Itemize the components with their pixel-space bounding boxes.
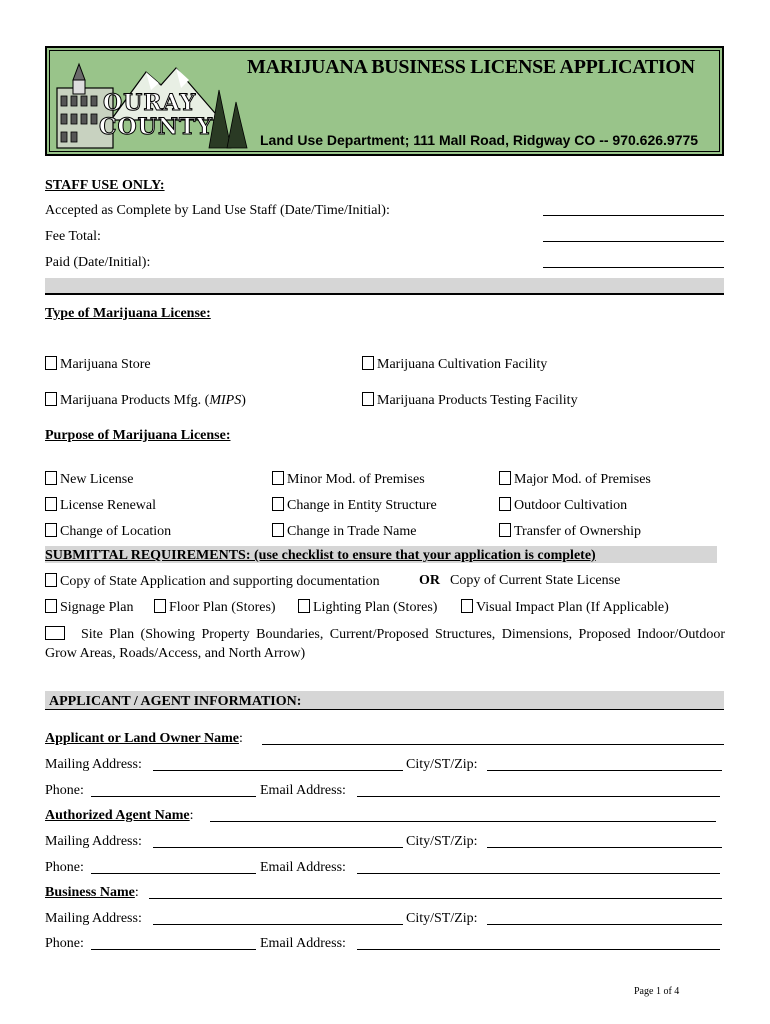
logo-word-ouray: OURAY (103, 90, 197, 116)
checkbox-label: Marijuana Store (60, 357, 151, 372)
business-mailing-field[interactable] (153, 924, 403, 925)
applicant-heading: APPLICANT / AGENT INFORMATION: (49, 694, 302, 709)
checkbox-label: Transfer of Ownership (514, 524, 642, 539)
business-mailing-label: Mailing Address: (45, 911, 142, 926)
agent-name-label (45, 808, 194, 824)
staff-use-heading: STAFF USE ONLY: (45, 178, 165, 193)
checkbox-label: Visual Impact Plan (If Applicable) (476, 600, 669, 615)
business-phone-field[interactable] (91, 949, 256, 950)
agent-mailing-label: Mailing Address: (45, 834, 142, 849)
owner-mailing-label: Mailing Address: (45, 757, 142, 772)
checkbox-box[interactable] (154, 599, 166, 613)
checkbox-box[interactable] (461, 599, 473, 613)
checkbox-cultivation-facility[interactable] (362, 356, 547, 373)
checkbox-box[interactable] (45, 497, 57, 511)
page-number: Page 1 of 4 (634, 986, 680, 997)
colon: : (189, 808, 194, 823)
checkbox-box[interactable] (45, 523, 57, 537)
agent-email-label: Email Address: (260, 860, 346, 875)
checkbox-site-plan[interactable] (45, 625, 725, 663)
business-phone-label: Phone: (45, 936, 84, 951)
fee-total-field[interactable] (543, 241, 724, 242)
checkbox-box[interactable] (499, 497, 511, 511)
checkbox-box[interactable] (45, 573, 57, 587)
agent-email-field[interactable] (357, 873, 720, 874)
accepted-field[interactable] (543, 215, 724, 216)
owner-city-label: City/ST/Zip: (406, 757, 478, 772)
colon: : (238, 731, 243, 746)
owner-city-field[interactable] (487, 770, 722, 771)
checkbox-label: Change in Entity Structure (287, 498, 437, 513)
purpose-heading: Purpose of Marijuana License: (45, 428, 231, 443)
agent-mailing-field[interactable] (153, 847, 403, 848)
checkbox-label: New License (60, 472, 134, 487)
checkbox-signage-plan[interactable] (45, 599, 134, 616)
owner-name-field[interactable] (262, 744, 724, 745)
checkbox-transfer-ownership[interactable] (499, 523, 641, 540)
agent-phone-label: Phone: (45, 860, 84, 875)
checkbox-marijuana-store[interactable] (45, 356, 151, 373)
checkbox-visual-impact-plan[interactable] (461, 599, 669, 616)
checkbox-label-italic: MIPS (209, 393, 242, 408)
checkbox-box[interactable] (298, 599, 310, 613)
checkbox-box[interactable] (499, 471, 511, 485)
checkbox-testing-facility[interactable] (362, 392, 578, 409)
checkbox-lighting-plan[interactable] (298, 599, 437, 616)
checkbox-minor-mod[interactable] (272, 471, 425, 488)
checkbox-major-mod[interactable] (499, 471, 651, 488)
checkbox-label-suffix: ) (241, 393, 246, 408)
paid-label: Paid (Date/Initial): (45, 255, 151, 270)
checkbox-box[interactable] (45, 392, 57, 406)
checkbox-box[interactable] (362, 356, 374, 370)
checkbox-label: Minor Mod. of Premises (287, 472, 425, 487)
checkbox-box[interactable] (272, 523, 284, 537)
agent-name-field[interactable] (210, 821, 716, 822)
checkbox-box[interactable] (499, 523, 511, 537)
fee-total-label: Fee Total: (45, 229, 101, 244)
checkbox-box[interactable] (362, 392, 374, 406)
ouray-county-logo (51, 50, 251, 150)
checkbox-label: Copy of State Application and supporting documentation (60, 574, 380, 589)
checkbox-box[interactable] (272, 497, 284, 511)
business-email-field[interactable] (357, 949, 720, 950)
form-title: MARIJUANA BUSINESS LICENSE APPLICATION (247, 56, 695, 78)
checkbox-license-renewal[interactable] (45, 497, 156, 514)
section-divider-band (45, 278, 724, 293)
checkbox-label: Change of Location (60, 524, 172, 539)
license-type-heading: Type of Marijuana License: (45, 306, 211, 321)
checkbox-label: Lighting Plan (Stores) (313, 600, 438, 615)
business-name-label (45, 885, 139, 901)
header-banner (45, 46, 724, 156)
checkbox-change-location[interactable] (45, 523, 171, 540)
checkbox-outdoor-cultivation[interactable] (499, 497, 627, 514)
agent-city-field[interactable] (487, 847, 722, 848)
agent-phone-field[interactable] (91, 873, 256, 874)
checkbox-trade-name[interactable] (272, 523, 416, 540)
checkbox-products-mfg[interactable] (45, 392, 246, 409)
business-name-field[interactable] (149, 898, 722, 899)
business-city-label: City/ST/Zip: (406, 911, 478, 926)
checkbox-label: Major Mod. of Premises (514, 472, 651, 487)
checkbox-label: Marijuana Cultivation Facility (377, 357, 548, 372)
owner-name-text: Applicant or Land Owner Name (45, 731, 239, 746)
checkbox-box[interactable] (45, 599, 57, 613)
owner-name-label (45, 731, 243, 747)
agent-name-text: Authorized Agent Name (45, 808, 190, 823)
business-city-field[interactable] (487, 924, 722, 925)
owner-email-field[interactable] (357, 796, 720, 797)
or-connector: OR (419, 573, 440, 588)
checkbox-label: Change in Trade Name (287, 524, 417, 539)
agent-city-label: City/ST/Zip: (406, 834, 478, 849)
paid-field[interactable] (543, 267, 724, 268)
checkbox-box[interactable] (45, 626, 65, 640)
colon: : (134, 885, 139, 900)
checkbox-label-prefix: Marijuana Products Mfg. ( (60, 393, 210, 408)
checkbox-entity-structure[interactable] (272, 497, 437, 514)
checkbox-label: Site Plan (Showing Property Boundaries, Current/Proposed Structures, Dimensions, Proposed Indoor/Outdoor Grow Areas, Roads/Access, and North Arrow) (45, 627, 725, 661)
checkbox-box[interactable] (272, 471, 284, 485)
checkbox-label: Floor Plan (Stores) (169, 600, 276, 615)
checkbox-label: Signage Plan (60, 600, 134, 615)
checkbox-label: Marijuana Products Testing Facility (377, 393, 578, 408)
owner-email-label: Email Address: (260, 783, 346, 798)
owner-mailing-field[interactable] (153, 770, 403, 771)
checkbox-label: Outdoor Cultivation (514, 498, 628, 513)
business-email-label: Email Address: (260, 936, 346, 951)
checkbox-new-license[interactable] (45, 471, 133, 488)
section-divider-rule (45, 293, 724, 295)
business-name-text: Business Name (45, 885, 135, 900)
checkbox-label: License Renewal (60, 498, 157, 513)
owner-phone-label: Phone: (45, 783, 84, 798)
state-license-label: Copy of Current State License (450, 573, 621, 588)
checkbox-box[interactable] (45, 471, 57, 485)
checkbox-floor-plan[interactable] (154, 599, 276, 616)
checkbox-state-application[interactable] (45, 573, 380, 590)
submittal-heading: SUBMITTAL REQUIREMENTS: (use checklist to ensure that your application is complete) (45, 548, 596, 563)
owner-phone-field[interactable] (91, 796, 256, 797)
checkbox-box[interactable] (45, 356, 57, 370)
accepted-label: Accepted as Complete by Land Use Staff (Date/Time/Initial): (45, 203, 390, 218)
logo-word-county: COUNTY (99, 114, 214, 140)
department-address: Land Use Department; 111 Mall Road, Ridgway CO -- 970.626.9775 (260, 132, 699, 148)
